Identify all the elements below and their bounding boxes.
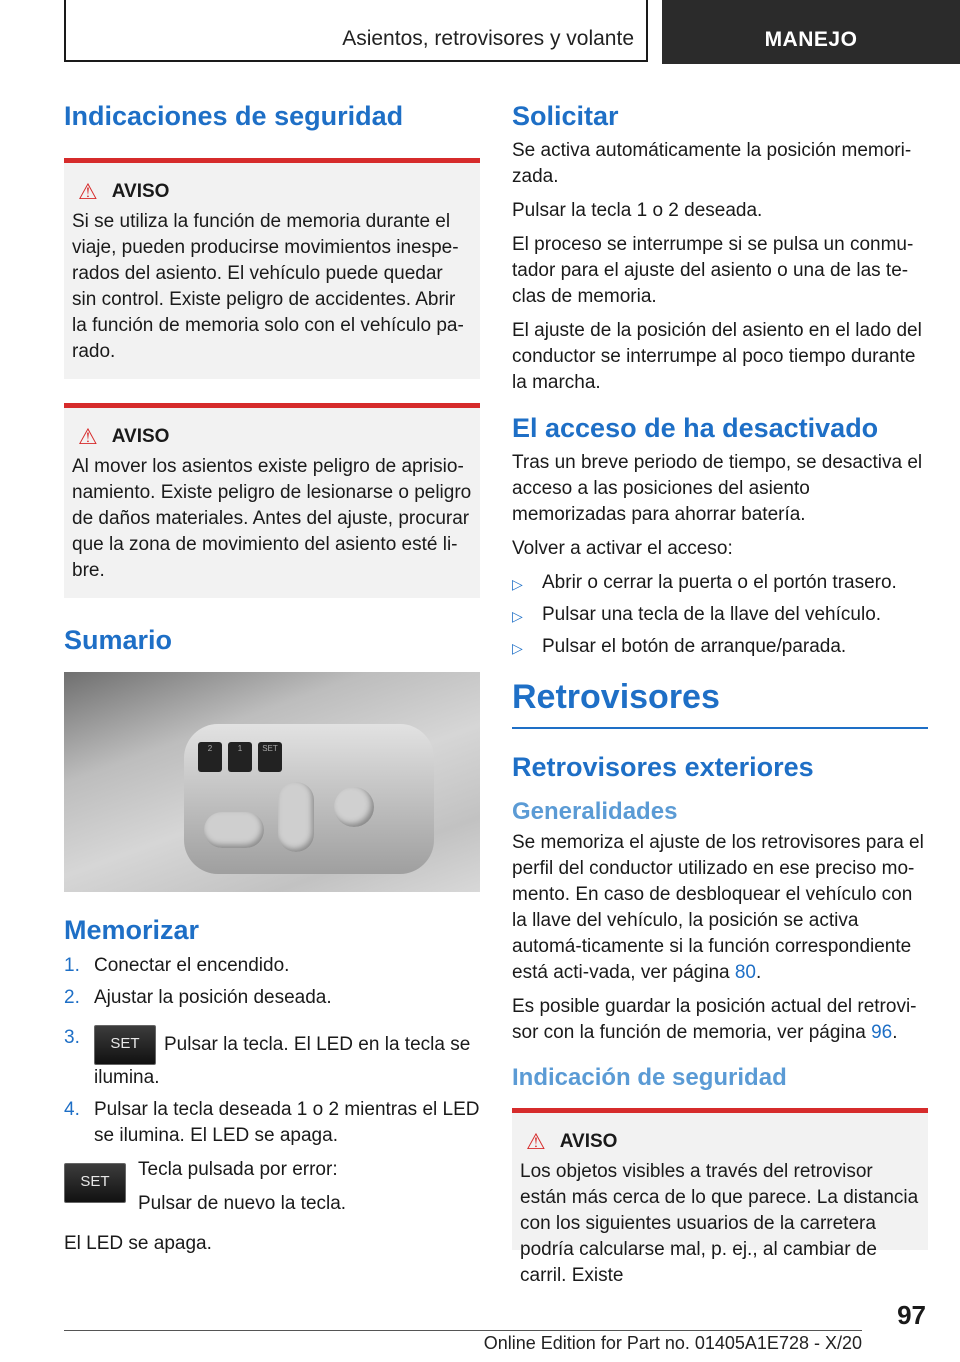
memory-key-2: 2 xyxy=(198,742,222,772)
list-item: 1. Conectar el encendido. xyxy=(64,955,290,977)
warning-title: AVISO xyxy=(111,425,170,447)
list-item: 2. Ajustar la posición deseada. xyxy=(64,987,332,1009)
paragraph: Volver a activar el acceso: xyxy=(512,537,733,559)
section-title: Asientos, retrovisores y volante xyxy=(64,0,648,62)
page-number: 97 xyxy=(897,1300,926,1330)
lumbar-knob xyxy=(334,787,374,827)
list-item: 3. SET Pulsar la tecla. El LED en la tecla se ilumina. xyxy=(64,1027,471,1089)
left-column xyxy=(64,100,480,1265)
warning-box xyxy=(512,1108,928,1287)
paragraph: Se memoriza el ajuste de los retrovisores para el perfil del conductor utilizado en ese preciso mo-mento. En caso de desbloquear el vehículo con la llave del vehículo, la posición se activa automá-ticamente si la función correspondiente está acti-vada, ver página 80. xyxy=(512,832,924,984)
paragraph: Es posible guardar la posición actual del retrovi-sor con la función de memoria, ver página 96. xyxy=(512,996,917,1044)
warning-title: AVISO xyxy=(111,180,170,202)
warning-text: Si se utiliza la función de memoria durante el viaje, pueden producirse movimientos inespe-rados del asiento. El vehículo puede quedar sin control. Existe peligro de accidentes. Abrir la función de memoria solo con el vehículo pa-rado. xyxy=(72,210,464,362)
warning-box xyxy=(64,158,480,379)
paragraph: Tras un breve periodo de tiempo, se desactiva el acceso a las posiciones del asiento memorizadas para ahorrar batería. xyxy=(512,451,923,525)
tip-line: Pulsar de nuevo la tecla. xyxy=(138,1193,347,1215)
backrest-lever xyxy=(278,782,314,852)
page-link-96[interactable]: 96 xyxy=(871,1022,893,1044)
set-button-icon: SET xyxy=(64,1163,126,1203)
seat-lever xyxy=(204,812,264,848)
memory-key-1: 1 xyxy=(228,742,252,772)
heading-request: Solicitar xyxy=(512,101,619,131)
paragraph: El proceso se interrumpe si se pulsa un conmu-tador para el ajuste del asiento o una de las te-clas de memoria. xyxy=(512,233,914,307)
triangle-bullet-icon: ▷ xyxy=(512,575,523,592)
warning-text: Los objetos visibles a través del retrovisor están más cerca de lo que parece. La distancia con los siguientes usuarios de la carretera podría calcularse mal, p. ej., al cambiar de carril. Existe xyxy=(520,1161,919,1287)
warning-box xyxy=(64,403,480,598)
triangle-bullet-icon: ▷ xyxy=(512,607,523,624)
paragraph: El ajuste de la posición del asiento en el lado del conductor se interrumpe al poco tiempo durante la marcha. xyxy=(512,319,922,393)
list-item: ▷ Pulsar una tecla de la llave del vehículo. xyxy=(512,602,928,628)
heading-general: Generalidades xyxy=(512,798,678,826)
heading-memorize: Memorizar xyxy=(64,914,200,945)
heading-mirrors: Retrovisores xyxy=(512,678,928,729)
set-button-icon: SET xyxy=(94,1025,156,1065)
heading-exterior: Retrovisores exteriores xyxy=(512,751,814,782)
access-list xyxy=(512,570,928,660)
page-link-80[interactable]: 80 xyxy=(734,962,756,984)
chapter-tab: MANEJO xyxy=(662,0,960,64)
page-header xyxy=(64,0,960,64)
warning-icon: ⚠ xyxy=(78,178,98,204)
tip-box xyxy=(64,1157,480,1225)
heading-access: El acceso de ha desactivado xyxy=(512,412,879,443)
paragraph: Pulsar la tecla 1 o 2 deseada. xyxy=(512,199,763,221)
triangle-bullet-icon: ▷ xyxy=(512,639,523,656)
warning-icon: ⚠ xyxy=(526,1129,546,1155)
heading-safety-note: Indicación de seguridad xyxy=(512,1064,787,1092)
warning-text: Al mover los asientos existe peligro de aprisio-namiento. Existe peligro de lesionarse o peligro de daños materiales. Antes del ajuste, procurar que la zona de movimiento del asiento esté li-bre. xyxy=(72,455,472,581)
warning-icon: ⚠ xyxy=(78,423,98,449)
footer-text: Online Edition for Part no. 01405A1E728 - X/20 xyxy=(483,1333,862,1353)
led-off-text: El LED se apaga. xyxy=(64,1233,212,1255)
tip-line: Tecla pulsada por error: xyxy=(138,1159,338,1181)
list-item: ▷ Abrir o cerrar la puerta o el portón trasero. xyxy=(512,570,928,596)
seat-controls-photo xyxy=(64,672,480,892)
steps-list xyxy=(64,953,480,1149)
footer-divider xyxy=(64,1330,862,1331)
memory-key-set: SET xyxy=(258,742,282,772)
paragraph: Se activa automáticamente la posición memori-zada. xyxy=(512,139,912,187)
right-column xyxy=(512,100,928,1287)
list-item: 4. Pulsar la tecla deseada 1 o 2 mientras el LED se ilumina. El LED se apaga. xyxy=(64,1099,480,1147)
heading-summary: Sumario xyxy=(64,624,173,655)
heading-safety: Indicaciones de seguridad xyxy=(64,101,404,131)
warning-title: AVISO xyxy=(559,1131,618,1153)
list-item: ▷ Pulsar el botón de arranque/parada. xyxy=(512,634,928,660)
